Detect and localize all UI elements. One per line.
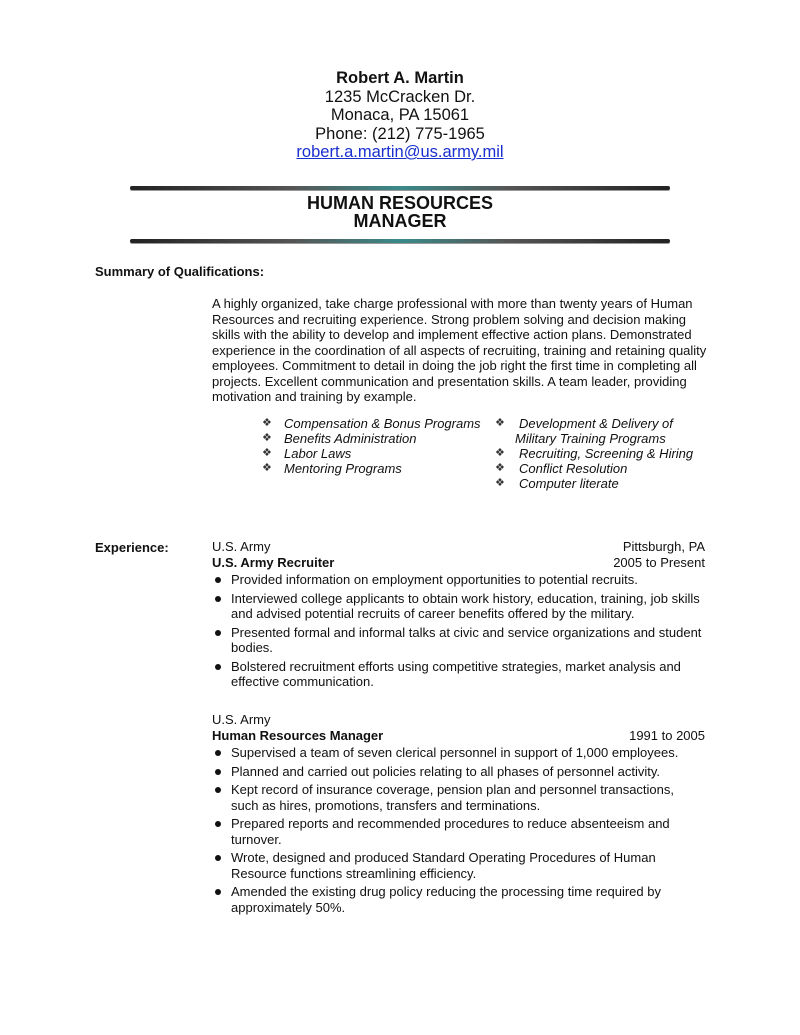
job-bullet: Planned and carried out policies relating to all phases of personnel activity. bbox=[212, 764, 705, 780]
skill-item: Computer literate bbox=[519, 476, 619, 491]
bottom-divider bbox=[130, 239, 670, 243]
diamond-bullet-icon: ❖ bbox=[495, 462, 505, 474]
contact-block bbox=[0, 69, 800, 162]
skill-item: Compensation & Bonus Programs bbox=[284, 416, 481, 431]
skill-item: Mentoring Programs bbox=[284, 461, 402, 476]
job-bullet: Supervised a team of seven clerical personnel in support of 1,000 employees. bbox=[212, 745, 705, 761]
contact-name: Robert A. Martin bbox=[336, 69, 464, 87]
skill-item: Military Training Programs bbox=[515, 431, 666, 446]
job-entry bbox=[212, 539, 705, 693]
diamond-bullet-icon: ❖ bbox=[262, 417, 272, 429]
diamond-bullet-icon: ❖ bbox=[262, 462, 272, 474]
summary-heading: Summary of Qualifications: bbox=[95, 264, 265, 279]
job-bullet: Wrote, designed and produced Standard Operating Procedures of Human Resource functions streamlining efficiency. bbox=[212, 850, 705, 881]
job-org: U.S. Army bbox=[212, 712, 271, 727]
job-org: U.S. Army bbox=[212, 539, 271, 554]
contact-email-link[interactable]: robert.a.martin@us.army.mil bbox=[296, 143, 504, 161]
job-bullet: Kept record of insurance coverage, pension plan and personnel transactions, such as hires, promotions, transfers and terminations. bbox=[212, 782, 705, 813]
diamond-bullet-icon: ❖ bbox=[262, 447, 272, 459]
diamond-bullet-icon: ❖ bbox=[495, 417, 505, 429]
skill-item: Labor Laws bbox=[284, 446, 352, 461]
job-dates: 1991 to 2005 bbox=[629, 727, 705, 743]
job-title bbox=[0, 194, 800, 230]
contact-phone: Phone: (212) 775-1965 bbox=[315, 124, 485, 143]
job-bullets bbox=[212, 572, 705, 690]
job-bullet: Bolstered recruitment efforts using competitive strategies, market analysis and effective communication. bbox=[212, 659, 705, 690]
skill-item: Benefits Administration bbox=[284, 431, 417, 446]
job-entry bbox=[212, 712, 705, 918]
job-bullet: Presented formal and informal talks at civic and service organizations and student bodies. bbox=[212, 625, 705, 656]
job-bullets bbox=[212, 745, 705, 915]
summary-text: A highly organized, take charge professional with more than twenty years of Human Resources and recruiting experience. Strong problem solving and decision making skills with the ability to develop and implement effective action plans. Demonstrated experience in the coordination of all aspects of recruiting, training and retaining quality employees. Commitment to detail in doing the job right the first time in completing all projects. Excellent communication and presentation skills. A team leader, providing motivation and training by example. bbox=[212, 296, 707, 404]
job-title-line2: MANAGER bbox=[353, 211, 447, 231]
job-location: Pittsburgh, PA bbox=[622, 539, 705, 554]
diamond-bullet-icon: ❖ bbox=[495, 477, 505, 489]
job-dates: 2005 to Present bbox=[613, 554, 705, 570]
skill-item: Conflict Resolution bbox=[519, 461, 628, 476]
job-position: Human Resources Manager bbox=[212, 727, 384, 743]
top-divider bbox=[130, 186, 670, 190]
experience-heading: Experience: bbox=[95, 540, 169, 555]
job-bullet: Prepared reports and recommended procedures to reduce absenteeism and turnover. bbox=[212, 816, 705, 847]
skill-item: Development & Delivery of bbox=[519, 416, 673, 431]
diamond-bullet-icon: ❖ bbox=[495, 447, 505, 459]
job-bullet: Amended the existing drug policy reducing the processing time required by approximately 50%. bbox=[212, 884, 705, 915]
diamond-bullet-icon: ❖ bbox=[262, 432, 272, 444]
job-bullet: Interviewed college applicants to obtain work history, education, training, job skills and advised potential recruits of career benefits offered by the military. bbox=[212, 591, 705, 622]
job-title-line1: HUMAN RESOURCES bbox=[306, 193, 493, 213]
job-position: U.S. Army Recruiter bbox=[212, 554, 335, 570]
contact-address1: 1235 McCracken Dr. bbox=[324, 87, 476, 106]
contact-address2: Monaca, PA 15061 bbox=[330, 106, 470, 124]
job-bullet: Provided information on employment opportunities to potential recruits. bbox=[212, 572, 705, 588]
skill-item: Recruiting, Screening & Hiring bbox=[519, 446, 694, 461]
